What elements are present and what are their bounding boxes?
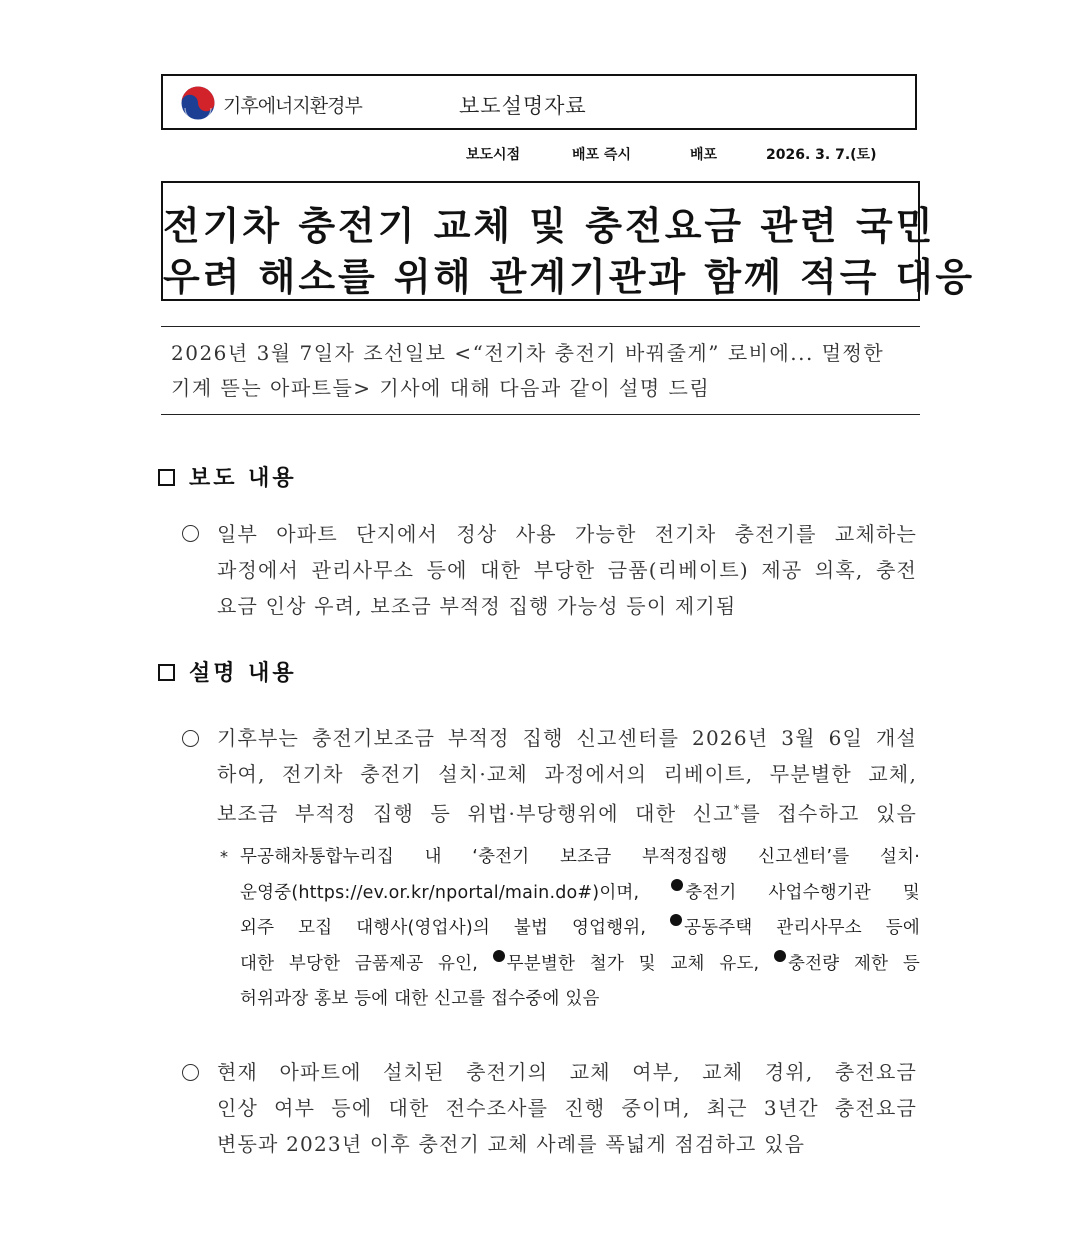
footnote-segment: 충전기 사업수행기관 및 (685, 882, 921, 903)
paragraph-line: 일부 아파트 단지에서 정상 사용 가능한 전기차 충전기를 교체하는 (217, 522, 917, 546)
title-box (161, 181, 976, 301)
square-bullet-icon (158, 469, 175, 486)
paragraph-line: 변동과 2023년 이후 충전기 교체 사례를 폭넓게 점검하고 있음 (217, 1132, 806, 1156)
footnote-line (240, 947, 920, 983)
section-heading-text: 보도 내용 (189, 466, 297, 491)
summary-top-rule (161, 326, 920, 327)
footnote-line: 무공해차통합누리집 내 ‘충전기 보조금 부적정집행 신고센터’를 설치· (240, 847, 920, 867)
release-date-value: 2026. 3. 7.(토) (766, 147, 877, 163)
section-heading-explanation (158, 656, 297, 687)
footnote-segment: 외주 모집 대행사(영업사)의 불법 영업행위, (240, 918, 647, 938)
footnote-line (240, 911, 920, 947)
footnote-segment: 충전량 제한 등 (788, 953, 920, 974)
paragraph-line: 기후부는 충전기보조금 부적정 집행 신고센터를 2026년 3월 6일 개설 (217, 726, 917, 750)
document-type: 보도설명자료 (459, 94, 587, 118)
summary-line-2: 기계 뜯는 아파트들> 기사에 대해 다음과 같이 설명 드림 (171, 376, 711, 400)
footnote-segment: 무분별한 철가 및 교체 유도, (506, 953, 760, 974)
footnote-line: 허위과장 홍보 등에 대한 신고를 접수중에 있음 (240, 989, 600, 1009)
numbered-bullet-4-icon (774, 950, 786, 962)
square-bullet-icon (158, 664, 175, 681)
ministry-name: 기후에너지환경부 (223, 95, 362, 117)
header-box (161, 74, 917, 130)
footnote-segment: 운영중(https://ev.or.kr/nportal/main.do#)이며, (240, 882, 640, 903)
numbered-bullet-2-icon (670, 914, 682, 926)
paragraph-line: 현재 아파트에 설치된 충전기의 교체 여부, 교체 경위, 충전요금 (217, 1060, 917, 1084)
release-date-label: 배포 (690, 147, 718, 163)
title-line-2: 우려 해소를 위해 관계기관과 함께 적극 대응 (163, 255, 976, 299)
section-heading-text: 설명 내용 (189, 661, 297, 686)
numbered-bullet-3-icon (493, 950, 505, 962)
release-time-value: 배포 즉시 (572, 147, 631, 163)
summary-bottom-rule (161, 414, 920, 415)
section-heading-report (158, 461, 297, 492)
footnote (240, 840, 920, 1018)
explanation-paragraph-1 (217, 720, 917, 832)
circle-bullet-icon (182, 730, 199, 747)
paragraph-line: 요금 인상 우려, 보조금 부적정 집행 가능성 등이 제기됨 (217, 594, 737, 618)
paragraph-line: 과정에서 관리사무소 등에 대한 부당한 금품(리베이트) 제공 의혹, 충전 (217, 558, 917, 582)
summary-line-1: 2026년 3월 7일자 조선일보 <“전기차 충전기 바꿔줄게” 로비에... 멀쩡한 (171, 341, 885, 365)
circle-bullet-icon (182, 525, 199, 542)
paragraph-line (217, 792, 917, 832)
note-asterisk: * (220, 847, 228, 866)
footnote-line (240, 876, 920, 912)
circle-bullet-icon (182, 1064, 199, 1081)
government-emblem-icon (181, 86, 215, 120)
paragraph-line: 인상 여부 등에 대한 전수조사를 진행 중이며, 최근 3년간 충전요금 (217, 1096, 917, 1120)
summary (171, 336, 916, 406)
footnote-segment: 대한 부당한 금품제공 유인, (240, 953, 478, 974)
report-paragraph (217, 516, 917, 624)
footnote-mark: * (733, 803, 741, 816)
paragraph-segment: 보조금 부적정 집행 등 위법·부당행위에 대한 신고 (217, 801, 734, 826)
paragraph-line: 하여, 전기차 충전기 설치·교체 과정에서의 리베이트, 무분별한 교체, (217, 762, 917, 786)
title-line-1: 전기차 충전기 교체 및 충전요금 관련 국민 (163, 204, 936, 248)
paragraph-segment: 를 접수하고 있음 (740, 801, 917, 826)
footnote-segment: 공동주택 관리사무소 등에 (684, 918, 920, 938)
explanation-paragraph-2 (217, 1054, 917, 1162)
numbered-bullet-1-icon (671, 879, 683, 891)
release-time-label: 보도시점 (466, 147, 521, 163)
